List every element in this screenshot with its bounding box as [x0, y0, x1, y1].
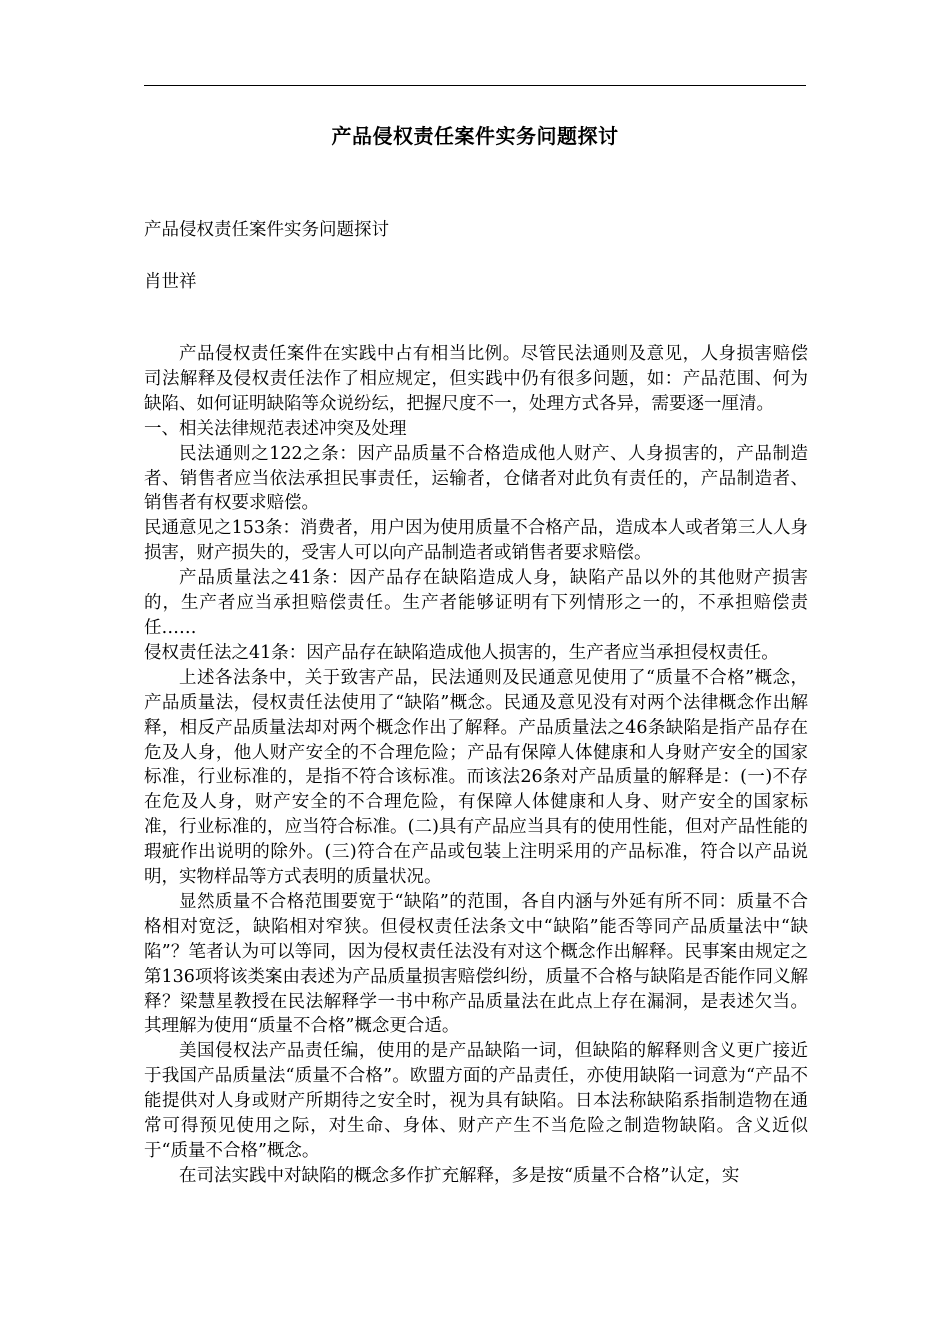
body-paragraph: 美国侵权法产品责任编，使用的是产品缺陷一词，但缺陷的解释则含义更广接近于我国产品质量法“质量不合格”。欧盟方面的产品责任，亦使用缺陷一词意为“产品不能提供对人身或财产所期待之安全时，视为具有缺陷。日本法称缺陷系指制造物在通常可得预见使用之际，对生命、身体、财产产生不当危险之制造物缺陷。含义近似于“质量不合格”概念。 [144, 1041, 808, 1161]
body-paragraph: 民通意见之153条：消费者，用户因为使用质量不合格产品，造成本人或者第三人人身损害，财产损失的，受害人可以向产品制造者或销售者要求赔偿。 [144, 518, 808, 564]
body-paragraph: 民法通则之122之条：因产品质量不合格造成他人财产、人身损害的，产品制造者、销售者应当依法承担民事责任，运输者，仓储者对此负有责任的，产品制造者、销售者有权要求赔偿。 [144, 443, 808, 514]
section-heading: 一、相关法律规范表述冲突及处理 [144, 418, 407, 439]
document-subtitle: 产品侵权责任案件实务问题探讨 [144, 220, 389, 240]
document-title: 产品侵权责任案件实务问题探讨 [331, 124, 619, 148]
document-body [144, 342, 808, 1189]
body-paragraph: 产品侵权责任案件在实践中占有相当比例。尽管民法通则及意见，人身损害赔偿司法解释及侵权责任法作了相应规定，但实践中仍有很多问题，如：产品范围、何为缺陷、如何证明缺陷等众说纷纭，把握尺度不一，处理方式各异，需要逐一厘清。 [144, 344, 808, 414]
header-rule [144, 85, 806, 86]
body-paragraph: 上述各法条中，关于致害产品，民法通则及民通意见使用了“质量不合格”概念，产品质量法，侵权责任法使用了“缺陷”概念。民通及意见没有对两个法律概念作出解释，相反产品质量法却对两个概念作出了解释。产品质量法之46条缺陷是指产品存在危及人身，他人财产安全的不合理危险；产品有保障人体健康和人身财产安全的国家标准，行业标准的，是指不符合该标准。而该法26条对产品质量的解释是：(一)不存在危及人身，财产安全的不合理危险，有保障人体健康和人身、财产安全的国家标准，行业标准的，应当符合标准。(二)具有产品应当具有的使用性能，但对产品性能的瑕疵作出说明的除外。(三)符合在产品或包装上注明采用的产品标准，符合以产品说明，实物样品等方式表明的质量状况。 [144, 667, 808, 888]
body-paragraph: 显然质量不合格范围要宽于“缺陷”的范围，各自内涵与外延有所不同：质量不合格相对宽泛，缺陷相对窄狭。但侵权责任法条文中“缺陷”能否等同产品质量法中“缺陷”？笔者认为可以等同，因为侵权责任法没有对这个概念作出解释。民事案由规定之第136项将该类案由表述为产品质量损害赔偿纠纷，质量不合格与缺陷是否能作同义解释？梁慧星教授在民法解释学一书中称产品质量法在此点上存在漏洞，是表述欠当。其理解为使用“质量不合格”概念更合适。 [144, 891, 808, 1037]
body-paragraph: 在司法实践中对缺陷的概念多作扩充解释，多是按“质量不合格”认定，实 [179, 1165, 740, 1186]
author-name: 肖世祥 [144, 272, 197, 292]
body-paragraph: 产品质量法之41条：因产品存在缺陷造成人身，缺陷产品以外的其他财产损害的，生产者应当承担赔偿责任。生产者能够证明有下列情形之一的，不承担赔偿责任…… [144, 568, 808, 638]
body-paragraph: 侵权责任法之41条：因产品存在缺陷造成他人损害的，生产者应当承担侵权责任。 [144, 642, 779, 663]
